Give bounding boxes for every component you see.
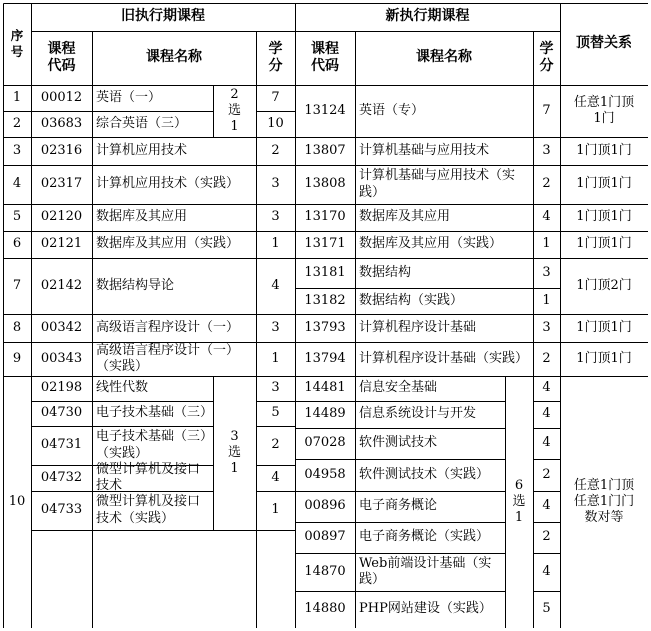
old-course-code: 02317 — [40, 176, 83, 192]
replacement-relation: 任意1门顶1门 — [573, 94, 635, 126]
old-course-code: 02142 — [40, 277, 83, 293]
new-course-name: Web前端设计基础（实践） — [359, 555, 492, 587]
replacement-relation: 1门顶1门 — [576, 209, 632, 225]
replacement-relation: 1门顶1门 — [576, 176, 632, 192]
seq-number: 3 — [12, 142, 22, 158]
old-course-name: 数据库及其应用 — [96, 209, 188, 225]
new-course-credit: 4 — [542, 380, 551, 396]
old-course-credit: 3 — [271, 176, 280, 192]
new-course-code: 00896 — [304, 498, 346, 514]
new-course-credit: 2 — [542, 529, 551, 545]
old-course-name: 线性代数 — [96, 380, 149, 396]
seq-number: 6 — [12, 236, 22, 252]
new-course-name: 计算机基础与应用技术（实践） — [359, 168, 516, 200]
header-new-name: 课程名称 — [416, 49, 472, 66]
new-course-credit: 1 — [542, 236, 551, 252]
header-relation: 顶替关系 — [576, 35, 632, 52]
old-course-credit: 4 — [271, 277, 280, 293]
new-course-credit: 2 — [542, 466, 551, 482]
old-course-code: 04731 — [40, 437, 83, 453]
old-course-code: 02198 — [40, 380, 83, 396]
replacement-relation: 1门顶1门 — [576, 350, 632, 366]
replacement-relation: 1门顶1门 — [576, 319, 632, 335]
new-course-credit: 4 — [542, 498, 551, 514]
new-course-credit: 3 — [542, 264, 551, 280]
new-course-credit: 7 — [542, 102, 551, 118]
old-course-code: 04733 — [40, 502, 83, 518]
new-course-name: 数据结构（实践） — [359, 292, 464, 308]
new-course-credit: 4 — [542, 563, 551, 579]
new-select-rule: 6选1 — [512, 477, 526, 526]
seq-number: 4 — [12, 176, 22, 192]
seq-number: 10 — [8, 493, 26, 509]
new-course-name: 信息安全基础 — [359, 380, 438, 396]
new-course-credit: 4 — [542, 406, 551, 422]
new-course-credit: 5 — [542, 601, 551, 617]
new-course-name: 计算机程序设计基础 — [359, 319, 477, 335]
new-course-name: 软件测试技术（实践） — [359, 466, 490, 482]
new-course-name: 英语（专） — [359, 102, 425, 118]
new-course-credit: 4 — [542, 209, 551, 225]
old-course-credit: 5 — [271, 405, 280, 421]
old-course-name: 微型计算机及接口技术 — [96, 461, 201, 493]
new-course-code: 13793 — [304, 319, 346, 335]
old-course-name: 高级语言程序设计（一）（实践） — [96, 342, 240, 374]
new-course-code: 13807 — [304, 142, 346, 158]
new-course-name: 软件测试技术 — [359, 435, 438, 451]
old-course-credit: 1 — [271, 502, 280, 518]
old-course-name: 计算机应用技术（实践） — [96, 176, 240, 192]
old-course-name: 微型计算机及接口技术（实践） — [96, 494, 201, 526]
old-course-name: 电子技术基础（三） — [96, 405, 214, 421]
old-course-code: 02316 — [40, 142, 83, 158]
old-course-credit: 3 — [271, 380, 280, 396]
header-old-name: 课程名称 — [146, 49, 202, 66]
new-course-credit: 1 — [542, 292, 551, 308]
old-course-code: 00342 — [40, 319, 83, 335]
seq-number: 7 — [12, 277, 22, 293]
new-course-code: 13124 — [304, 102, 346, 118]
old-course-name: 电子技术基础（三）（实践） — [96, 429, 207, 461]
new-course-credit: 2 — [542, 350, 551, 366]
new-course-name: 计算机基础与应用技术 — [359, 142, 490, 158]
old-select-rule: 2选1 — [227, 86, 241, 135]
new-course-code: 14489 — [304, 406, 346, 422]
new-course-code: 07028 — [304, 435, 346, 451]
old-course-name: 综合英语（三） — [96, 115, 188, 131]
new-course-code: 13181 — [304, 264, 346, 280]
new-course-name: 数据库及其应用（实践） — [359, 236, 503, 252]
header-old-group: 旧执行期课程 — [121, 8, 205, 25]
new-course-name: PHP网站建设（实践） — [359, 601, 492, 617]
old-course-credit: 1 — [271, 236, 280, 252]
header-new-group: 新执行期课程 — [385, 8, 470, 25]
old-course-code: 00343 — [40, 350, 83, 366]
old-course-code: 03683 — [40, 115, 83, 131]
old-course-code: 00012 — [40, 89, 83, 105]
header-old-code: 课程代码 — [47, 40, 76, 74]
header-new-credit: 学分 — [539, 40, 554, 74]
seq-number: 2 — [12, 115, 22, 131]
old-course-name: 数据库及其应用（实践） — [96, 236, 240, 252]
new-course-credit: 3 — [542, 319, 551, 335]
new-course-code: 14481 — [304, 380, 346, 396]
new-course-code: 13182 — [304, 292, 346, 308]
new-course-code: 13170 — [304, 209, 346, 225]
new-course-code: 14870 — [304, 563, 346, 579]
replacement-relation: 1门顶1门 — [576, 142, 632, 158]
header-seq: 序号 — [10, 28, 24, 59]
new-course-code: 04958 — [304, 466, 346, 482]
new-course-credit: 2 — [542, 176, 551, 192]
new-course-name: 计算机程序设计基础（实践） — [359, 350, 529, 366]
seq-number: 1 — [12, 89, 22, 105]
old-course-name: 数据结构导论 — [96, 277, 175, 293]
old-course-credit: 2 — [271, 437, 280, 453]
new-course-name: 电子商务概论 — [359, 498, 438, 514]
header-new-code: 课程代码 — [311, 40, 339, 74]
old-course-code: 02120 — [40, 209, 83, 225]
old-course-code: 02121 — [40, 236, 83, 252]
old-course-name: 高级语言程序设计（一） — [96, 319, 240, 335]
seq-number: 8 — [12, 319, 22, 335]
course-replacement-table — [3, 3, 648, 628]
old-course-credit: 1 — [271, 350, 280, 366]
old-course-credit: 3 — [271, 319, 280, 335]
new-course-code: 00897 — [304, 529, 346, 545]
new-course-name: 信息系统设计与开发 — [359, 406, 477, 422]
new-course-credit: 3 — [542, 142, 551, 158]
old-course-credit: 3 — [271, 209, 280, 225]
old-course-code: 04730 — [40, 405, 83, 421]
new-course-name: 数据库及其应用 — [359, 209, 451, 225]
old-course-code: 04732 — [40, 469, 83, 485]
old-course-name: 计算机应用技术 — [96, 142, 188, 158]
old-course-credit: 7 — [271, 89, 280, 105]
new-course-name: 电子商务概论（实践） — [359, 529, 490, 545]
old-select-rule: 3选1 — [227, 428, 241, 477]
old-course-credit: 10 — [267, 115, 284, 131]
replacement-relation: 1门顶2门 — [576, 277, 632, 293]
new-course-code: 14880 — [304, 601, 346, 617]
seq-number: 5 — [12, 209, 22, 225]
new-course-code: 13808 — [304, 176, 346, 192]
replacement-relation: 1门顶1门 — [576, 236, 632, 252]
seq-number: 9 — [12, 350, 22, 366]
header-old-credit: 学分 — [268, 40, 283, 74]
new-course-code: 13171 — [304, 236, 346, 252]
old-course-credit: 4 — [271, 469, 280, 485]
new-course-name: 数据结构 — [359, 264, 412, 280]
old-course-name: 英语（一） — [96, 89, 162, 105]
old-course-credit: 2 — [271, 142, 280, 158]
replacement-relation: 任意1门顶任意1门门数对等 — [573, 477, 635, 526]
new-course-credit: 4 — [542, 435, 551, 451]
new-course-code: 13794 — [304, 350, 346, 366]
